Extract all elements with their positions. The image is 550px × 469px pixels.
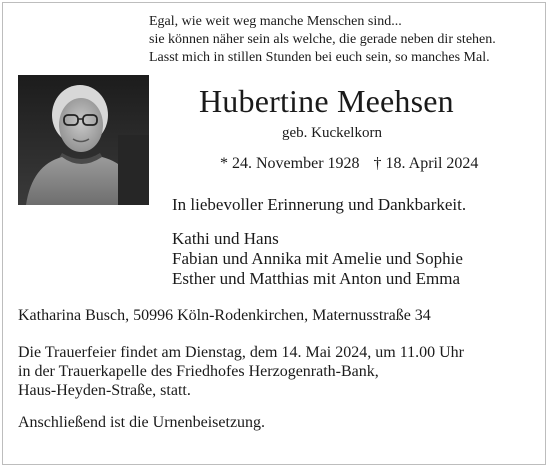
life-dates [220,154,478,174]
birth-name: geb. Kuckelkorn [282,125,382,141]
mourner-line: Esther und Matthias mit Anton und Emma [172,269,461,288]
mourners-list [172,229,463,289]
mourner-line: Fabian und Annika mit Amelie und Sophie [172,249,463,268]
birth-date: * 24. November 1928 [220,155,360,172]
dedication: In liebevoller Erinnerung und Dankbarkeit. [172,195,467,214]
poem-line: Lasst mich in stillen Stunden bei euch sein, so manches Mal. [149,50,490,65]
mourner-line: Kathi und Hans [172,229,279,248]
service-line: Die Trauerfeier findet am Dienstag, dem 14. Mai 2024, um 11.00 Uhr [18,344,464,361]
death-date: † 18. April 2024 [373,155,479,172]
contact-address: Katharina Busch, 50996 Köln-Rodenkirchen, Maternusstraße 34 [18,307,431,324]
portrait-image [18,75,149,205]
poem-line: sie können näher sein als welche, die gerade neben dir stehen. [149,32,496,47]
service-line: Haus-Heyden-Straße, statt. [18,382,191,399]
service-line: in der Trauerkapelle des Friedhofes Herzogenrath-Bank, [18,363,379,380]
burial-info: Anschließend ist die Urnenbeisetzung. [18,414,266,431]
poem [149,13,496,67]
funeral-service-info [18,343,464,400]
poem-line: Egal, wie weit weg manche Menschen sind... [149,14,402,29]
deceased-name: Hubertine Meehsen [199,83,454,119]
portrait-photo [18,75,149,205]
